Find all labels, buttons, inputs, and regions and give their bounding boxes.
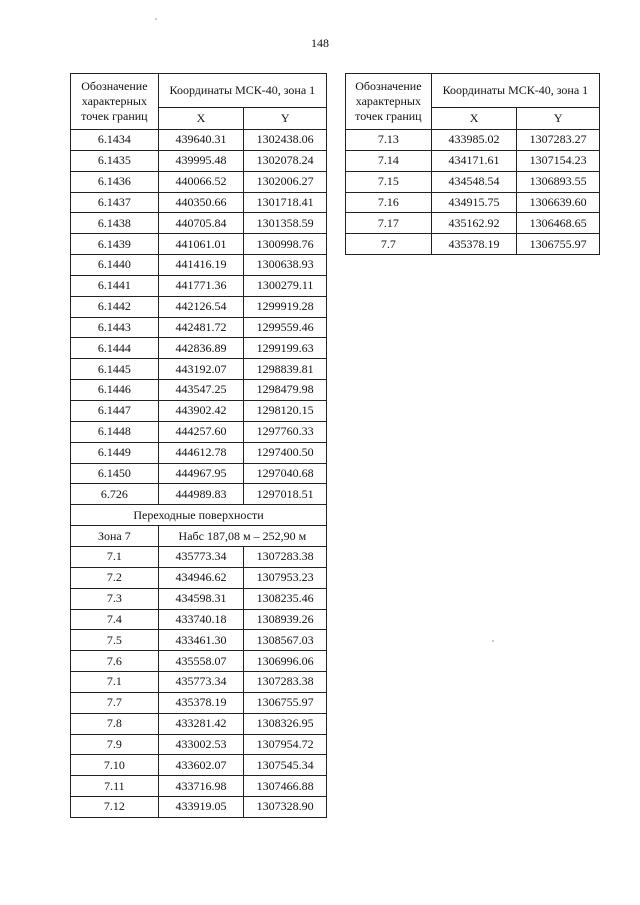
y-coordinate-cell: 1306755.97 [244, 692, 327, 713]
y-coordinate-cell: 1307953.23 [244, 567, 327, 588]
y-coordinate-cell: 1307154.23 [517, 150, 600, 171]
point-name-cell: 6.1445 [71, 359, 159, 380]
y-coordinate-cell: 1298839.81 [244, 359, 327, 380]
y-coordinate-cell: 1308939.26 [244, 609, 327, 630]
scan-speck [155, 18, 157, 20]
x-coordinate-cell: 443192.07 [158, 359, 244, 380]
y-coordinate-cell: 1299199.63 [244, 338, 327, 359]
y-coordinate-cell: 1306893.55 [517, 171, 600, 192]
header-coordinates: Координаты МСК-40, зона 1 [431, 74, 599, 108]
point-name-cell: 6.726 [71, 484, 159, 505]
x-coordinate-cell: 440350.66 [158, 192, 244, 213]
table-row [71, 421, 327, 442]
table-row [71, 359, 327, 380]
point-name-cell: 7.1 [71, 672, 159, 693]
y-coordinate-cell: 1302438.06 [244, 130, 327, 151]
y-coordinate-cell: 1308567.03 [244, 630, 327, 651]
y-coordinate-cell: 1306468.65 [517, 213, 600, 234]
table-row [346, 213, 600, 234]
header-x: X [431, 107, 517, 129]
x-coordinate-cell: 433716.98 [158, 776, 244, 797]
table-row [71, 213, 327, 234]
table-row [71, 547, 327, 568]
scan-speck [492, 640, 494, 642]
y-coordinate-cell: 1307466.88 [244, 776, 327, 797]
x-coordinate-cell: 433985.02 [431, 130, 517, 151]
table-row [71, 692, 327, 713]
right-table-body [346, 130, 600, 255]
header-point-designation: Обозначение характерных точек границ [71, 74, 159, 130]
y-coordinate-cell: 1306996.06 [244, 651, 327, 672]
point-name-cell: 7.4 [71, 609, 159, 630]
table-row [71, 380, 327, 401]
table-row [71, 755, 327, 776]
x-coordinate-cell: 444612.78 [158, 442, 244, 463]
table-row [71, 776, 327, 797]
y-coordinate-cell: 1307283.38 [244, 547, 327, 568]
table-row [71, 484, 327, 505]
table-row [71, 588, 327, 609]
y-coordinate-cell: 1307283.27 [517, 130, 600, 151]
point-name-cell: 6.1436 [71, 171, 159, 192]
table-row [71, 130, 327, 151]
point-name-cell: 6.1444 [71, 338, 159, 359]
point-name-cell: 7.9 [71, 734, 159, 755]
header-y: Y [244, 107, 327, 129]
x-coordinate-cell: 433740.18 [158, 609, 244, 630]
table-row [71, 296, 327, 317]
table-row [346, 234, 600, 255]
x-coordinate-cell: 443902.42 [158, 400, 244, 421]
x-coordinate-cell: 442481.72 [158, 317, 244, 338]
point-name-cell: 6.1437 [71, 192, 159, 213]
table-row [71, 255, 327, 276]
x-coordinate-cell: 444967.95 [158, 463, 244, 484]
point-name-cell: 7.6 [71, 651, 159, 672]
point-name-cell: 7.13 [346, 130, 432, 151]
x-coordinate-cell: 440066.52 [158, 171, 244, 192]
table-row [346, 150, 600, 171]
x-coordinate-cell: 435378.19 [431, 234, 517, 255]
point-name-cell: 6.1442 [71, 296, 159, 317]
zone-height: Набс 187,08 м – 252,90 м [158, 526, 326, 547]
point-name-cell: 6.1438 [71, 213, 159, 234]
point-name-cell: 6.1443 [71, 317, 159, 338]
coordinates-table-right [345, 73, 600, 255]
header-coordinates: Координаты МСК-40, зона 1 [158, 74, 326, 108]
y-coordinate-cell: 1297400.50 [244, 442, 327, 463]
table-row [71, 338, 327, 359]
point-name-cell: 7.8 [71, 713, 159, 734]
x-coordinate-cell: 433602.07 [158, 755, 244, 776]
x-coordinate-cell: 435773.34 [158, 672, 244, 693]
point-name-cell: 6.1446 [71, 380, 159, 401]
table-row [71, 171, 327, 192]
section-title: Переходные поверхности [71, 505, 327, 526]
x-coordinate-cell: 435558.07 [158, 651, 244, 672]
table-row [71, 567, 327, 588]
table-row [71, 734, 327, 755]
y-coordinate-cell: 1307545.34 [244, 755, 327, 776]
point-name-cell: 7.7 [71, 692, 159, 713]
y-coordinate-cell: 1302078.24 [244, 150, 327, 171]
table-row [346, 192, 600, 213]
point-name-cell: 6.1448 [71, 421, 159, 442]
x-coordinate-cell: 444989.83 [158, 484, 244, 505]
header-y: Y [517, 107, 600, 129]
y-coordinate-cell: 1301358.59 [244, 213, 327, 234]
y-coordinate-cell: 1298120.15 [244, 400, 327, 421]
table-row [71, 317, 327, 338]
x-coordinate-cell: 435378.19 [158, 692, 244, 713]
table-row [71, 275, 327, 296]
point-name-cell: 7.2 [71, 567, 159, 588]
y-coordinate-cell: 1307328.90 [244, 797, 327, 818]
table-row [71, 651, 327, 672]
table-row [71, 442, 327, 463]
x-coordinate-cell: 439995.48 [158, 150, 244, 171]
x-coordinate-cell: 443547.25 [158, 380, 244, 401]
y-coordinate-cell: 1297760.33 [244, 421, 327, 442]
y-coordinate-cell: 1308326.95 [244, 713, 327, 734]
table-row [71, 609, 327, 630]
point-name-cell: 7.17 [346, 213, 432, 234]
table-row [71, 150, 327, 171]
point-name-cell: 6.1447 [71, 400, 159, 421]
y-coordinate-cell: 1297040.68 [244, 463, 327, 484]
table-row [71, 400, 327, 421]
point-name-cell: 6.1439 [71, 234, 159, 255]
x-coordinate-cell: 433919.05 [158, 797, 244, 818]
point-name-cell: 6.1435 [71, 150, 159, 171]
table-row [71, 234, 327, 255]
y-coordinate-cell: 1300279.11 [244, 275, 327, 296]
table-row [71, 192, 327, 213]
header-point-designation: Обозначение характерных точек границ [346, 74, 432, 130]
y-coordinate-cell: 1307283.38 [244, 672, 327, 693]
table-row [71, 630, 327, 651]
point-name-cell: 7.7 [346, 234, 432, 255]
table-row [71, 713, 327, 734]
point-name-cell: 7.1 [71, 547, 159, 568]
point-name-cell: 7.11 [71, 776, 159, 797]
x-coordinate-cell: 434598.31 [158, 588, 244, 609]
x-coordinate-cell: 434946.62 [158, 567, 244, 588]
x-coordinate-cell: 440705.84 [158, 213, 244, 234]
zone-label: Зона 7 [71, 526, 159, 547]
point-name-cell: 7.3 [71, 588, 159, 609]
point-name-cell: 7.14 [346, 150, 432, 171]
y-coordinate-cell: 1302006.27 [244, 171, 327, 192]
x-coordinate-cell: 434915.75 [431, 192, 517, 213]
page-number: 148 [311, 36, 329, 50]
point-name-cell: 7.10 [71, 755, 159, 776]
y-coordinate-cell: 1300638.93 [244, 255, 327, 276]
point-name-cell: 7.15 [346, 171, 432, 192]
table-row [71, 672, 327, 693]
x-coordinate-cell: 434548.54 [431, 171, 517, 192]
x-coordinate-cell: 441416.19 [158, 255, 244, 276]
point-name-cell: 6.1449 [71, 442, 159, 463]
x-coordinate-cell: 433281.42 [158, 713, 244, 734]
y-coordinate-cell: 1299559.46 [244, 317, 327, 338]
x-coordinate-cell: 442836.89 [158, 338, 244, 359]
y-coordinate-cell: 1299919.28 [244, 296, 327, 317]
x-coordinate-cell: 433002.53 [158, 734, 244, 755]
y-coordinate-cell: 1306755.97 [517, 234, 600, 255]
point-name-cell: 7.12 [71, 797, 159, 818]
table-row [346, 171, 600, 192]
point-name-cell: 6.1434 [71, 130, 159, 151]
y-coordinate-cell: 1306639.60 [517, 192, 600, 213]
point-name-cell: 7.16 [346, 192, 432, 213]
x-coordinate-cell: 444257.60 [158, 421, 244, 442]
coordinates-table-left [70, 73, 327, 818]
x-coordinate-cell: 441771.36 [158, 275, 244, 296]
y-coordinate-cell: 1308235.46 [244, 588, 327, 609]
x-coordinate-cell: 439640.31 [158, 130, 244, 151]
table-row [71, 797, 327, 818]
left-table-body [71, 130, 327, 505]
table-row [71, 463, 327, 484]
table-row [346, 130, 600, 151]
x-coordinate-cell: 441061.01 [158, 234, 244, 255]
point-name-cell: 6.1450 [71, 463, 159, 484]
y-coordinate-cell: 1307954.72 [244, 734, 327, 755]
y-coordinate-cell: 1301718.41 [244, 192, 327, 213]
y-coordinate-cell: 1298479.98 [244, 380, 327, 401]
point-name-cell: 6.1440 [71, 255, 159, 276]
point-name-cell: 7.5 [71, 630, 159, 651]
zone-table-body [71, 547, 327, 818]
x-coordinate-cell: 434171.61 [431, 150, 517, 171]
point-name-cell: 6.1441 [71, 275, 159, 296]
y-coordinate-cell: 1297018.51 [244, 484, 327, 505]
x-coordinate-cell: 442126.54 [158, 296, 244, 317]
x-coordinate-cell: 435773.34 [158, 547, 244, 568]
header-x: X [158, 107, 244, 129]
y-coordinate-cell: 1300998.76 [244, 234, 327, 255]
x-coordinate-cell: 435162.92 [431, 213, 517, 234]
x-coordinate-cell: 433461.30 [158, 630, 244, 651]
